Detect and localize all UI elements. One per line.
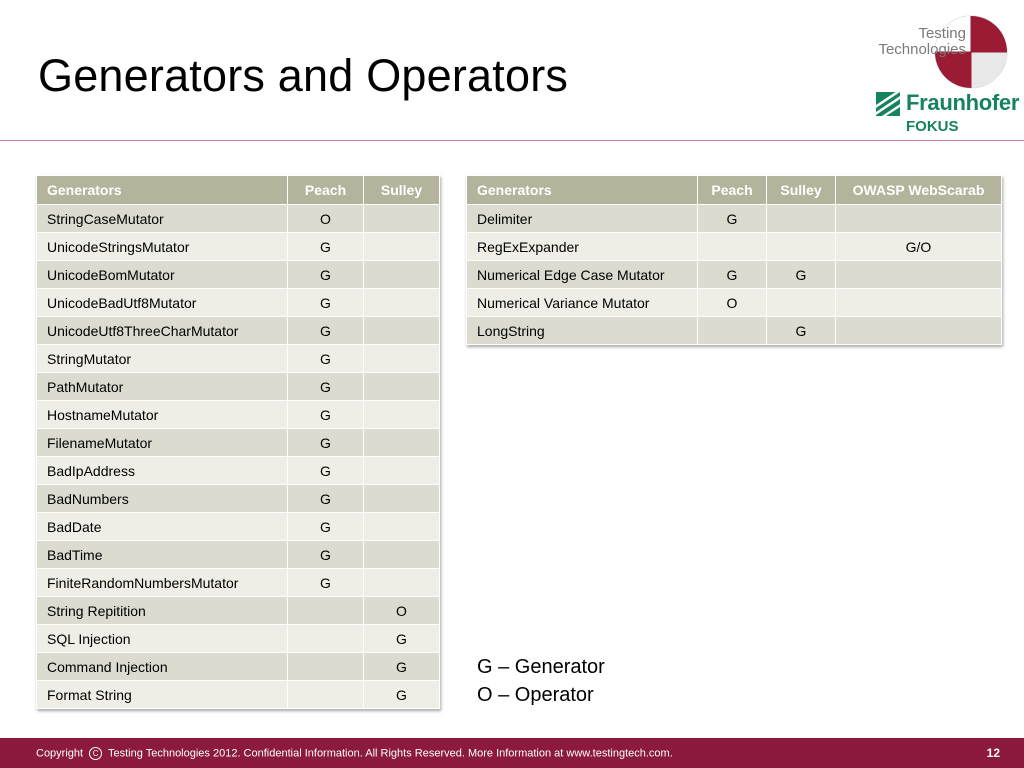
generator-name-cell: SQL Injection bbox=[37, 625, 288, 653]
sulley-cell bbox=[364, 317, 440, 345]
peach-cell: G bbox=[698, 205, 767, 233]
sulley-cell bbox=[364, 513, 440, 541]
table-row bbox=[37, 429, 440, 457]
table-row bbox=[37, 261, 440, 289]
owasp-cell bbox=[836, 261, 1002, 289]
generator-name-cell: UnicodeStringsMutator bbox=[37, 233, 288, 261]
table-row bbox=[37, 205, 440, 233]
generator-name-cell: Numerical Variance Mutator bbox=[467, 289, 698, 317]
owasp-cell: G/O bbox=[836, 233, 1002, 261]
generator-name-cell: Command Injection bbox=[37, 653, 288, 681]
sulley-cell bbox=[364, 541, 440, 569]
table-row bbox=[37, 345, 440, 373]
sulley-cell bbox=[364, 233, 440, 261]
peach-cell bbox=[288, 597, 364, 625]
generator-name-cell: StringMutator bbox=[37, 345, 288, 373]
table-row bbox=[37, 541, 440, 569]
fraunhofer-wordmark: Fraunhofer bbox=[906, 90, 1020, 115]
copyright-text: Testing Technologies 2012. Confidential Information. All Rights Reserved. More Information at www.testingtech.com. bbox=[108, 747, 673, 760]
legend bbox=[477, 653, 605, 709]
table-row bbox=[37, 289, 440, 317]
column-header-sulley: Sulley bbox=[767, 176, 836, 205]
fraunhofer-mark-icon bbox=[876, 92, 900, 116]
generator-name-cell: Delimiter bbox=[467, 205, 698, 233]
peach-cell: G bbox=[288, 569, 364, 597]
generator-name-cell: String Repitition bbox=[37, 597, 288, 625]
peach-cell: G bbox=[288, 233, 364, 261]
footer-copyright bbox=[36, 747, 673, 760]
legend-generator: G – Generator bbox=[477, 656, 605, 678]
peach-cell: G bbox=[288, 513, 364, 541]
sulley-cell bbox=[364, 429, 440, 457]
generator-name-cell: HostnameMutator bbox=[37, 401, 288, 429]
generator-name-cell: FiniteRandomNumbersMutator bbox=[37, 569, 288, 597]
generator-name-cell: PathMutator bbox=[37, 373, 288, 401]
peach-cell: G bbox=[288, 373, 364, 401]
peach-cell: G bbox=[288, 429, 364, 457]
sulley-cell bbox=[364, 457, 440, 485]
generator-name-cell: Numerical Edge Case Mutator bbox=[467, 261, 698, 289]
sulley-cell bbox=[767, 289, 836, 317]
generator-name-cell: LongString bbox=[467, 317, 698, 345]
table-row bbox=[37, 569, 440, 597]
sulley-cell: G bbox=[364, 625, 440, 653]
table-row bbox=[37, 457, 440, 485]
peach-cell: G bbox=[288, 289, 364, 317]
sulley-cell: G bbox=[364, 653, 440, 681]
left-generators-table bbox=[36, 175, 440, 709]
peach-cell: O bbox=[698, 289, 767, 317]
sulley-cell bbox=[364, 569, 440, 597]
column-header-peach: Peach bbox=[288, 176, 364, 205]
generator-name-cell: UnicodeBadUtf8Mutator bbox=[37, 289, 288, 317]
table-row bbox=[467, 289, 1002, 317]
table-row bbox=[37, 485, 440, 513]
peach-cell: G bbox=[288, 457, 364, 485]
table-row bbox=[467, 233, 1002, 261]
table-row bbox=[37, 401, 440, 429]
table-row bbox=[37, 597, 440, 625]
generator-name-cell: RegExExpander bbox=[467, 233, 698, 261]
fokus-wordmark: FOKUS bbox=[906, 118, 959, 135]
table-header-row bbox=[467, 176, 1002, 205]
owasp-cell bbox=[836, 289, 1002, 317]
peach-cell bbox=[288, 625, 364, 653]
column-header-owasp-webscarab: OWASP WebScarab bbox=[836, 176, 1002, 205]
peach-cell: G bbox=[288, 345, 364, 373]
sulley-cell bbox=[364, 289, 440, 317]
table-row bbox=[37, 233, 440, 261]
column-header-generators: Generators bbox=[467, 176, 698, 205]
peach-cell bbox=[698, 233, 767, 261]
peach-cell: G bbox=[288, 485, 364, 513]
legend-operator: O – Operator bbox=[477, 684, 594, 706]
generator-name-cell: UnicodeUtf8ThreeCharMutator bbox=[37, 317, 288, 345]
logo-text-testing: Testing bbox=[918, 25, 966, 42]
peach-cell: G bbox=[288, 401, 364, 429]
table-row bbox=[37, 625, 440, 653]
table-row bbox=[37, 681, 440, 709]
right-generators-table bbox=[466, 175, 1002, 345]
sulley-cell: O bbox=[364, 597, 440, 625]
fraunhofer-fokus-logo bbox=[876, 90, 1021, 138]
table-row bbox=[37, 513, 440, 541]
table-row bbox=[37, 653, 440, 681]
sulley-cell bbox=[767, 205, 836, 233]
generator-name-cell: BadNumbers bbox=[37, 485, 288, 513]
owasp-cell bbox=[836, 317, 1002, 345]
peach-cell bbox=[288, 653, 364, 681]
generator-name-cell: BadIpAddress bbox=[37, 457, 288, 485]
generator-name-cell: UnicodeBomMutator bbox=[37, 261, 288, 289]
sulley-cell bbox=[364, 205, 440, 233]
copyright-icon: C bbox=[89, 747, 102, 760]
peach-cell bbox=[698, 317, 767, 345]
generator-name-cell: BadDate bbox=[37, 513, 288, 541]
sulley-cell: G bbox=[364, 681, 440, 709]
peach-cell: G bbox=[288, 261, 364, 289]
generator-name-cell: BadTime bbox=[37, 541, 288, 569]
peach-cell: G bbox=[698, 261, 767, 289]
peach-cell: G bbox=[288, 541, 364, 569]
sulley-cell bbox=[767, 233, 836, 261]
peach-cell: O bbox=[288, 205, 364, 233]
table-header-row bbox=[37, 176, 440, 205]
table-row bbox=[467, 261, 1002, 289]
sulley-cell: G bbox=[767, 261, 836, 289]
sulley-cell bbox=[364, 345, 440, 373]
generator-name-cell: Format String bbox=[37, 681, 288, 709]
copyright-label: Copyright bbox=[36, 747, 84, 760]
sulley-cell bbox=[364, 373, 440, 401]
column-header-sulley: Sulley bbox=[364, 176, 440, 205]
table-row bbox=[37, 373, 440, 401]
sulley-cell: G bbox=[767, 317, 836, 345]
table-row bbox=[467, 317, 1002, 345]
footer-bar bbox=[0, 738, 1024, 768]
page-number: 12 bbox=[986, 746, 1000, 760]
slide-title: Generators and Operators bbox=[38, 50, 569, 101]
testing-technologies-wordmark bbox=[878, 26, 966, 58]
sulley-cell bbox=[364, 401, 440, 429]
sulley-cell bbox=[364, 485, 440, 513]
logo-text-technologies: Technologies bbox=[878, 41, 966, 58]
table-row bbox=[37, 317, 440, 345]
peach-cell bbox=[288, 681, 364, 709]
table-row bbox=[467, 205, 1002, 233]
generator-name-cell: FilenameMutator bbox=[37, 429, 288, 457]
peach-cell: G bbox=[288, 317, 364, 345]
title-divider bbox=[0, 140, 1024, 141]
sulley-cell bbox=[364, 261, 440, 289]
column-header-peach: Peach bbox=[698, 176, 767, 205]
generator-name-cell: StringCaseMutator bbox=[37, 205, 288, 233]
owasp-cell bbox=[836, 205, 1002, 233]
column-header-generators: Generators bbox=[37, 176, 288, 205]
testing-technologies-logo bbox=[876, 10, 1016, 94]
